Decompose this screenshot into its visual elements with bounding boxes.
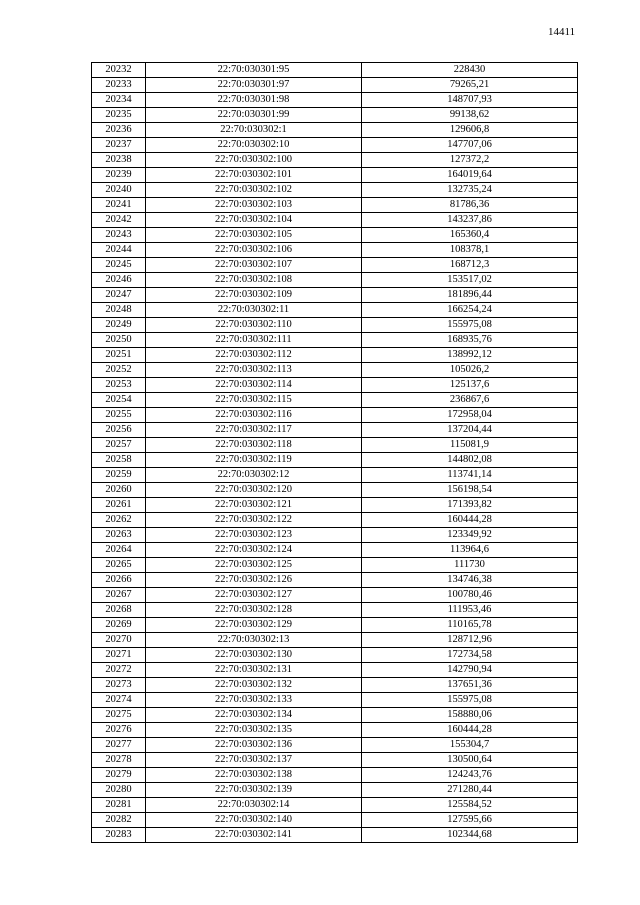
table-row xyxy=(92,693,578,708)
row-number-cell: 20236 xyxy=(92,123,146,138)
cadastral-number-cell: 22:70:030302:101 xyxy=(146,168,362,183)
value-cell: 160444,28 xyxy=(362,513,578,528)
cadastral-number-cell: 22:70:030302:111 xyxy=(146,333,362,348)
table-row xyxy=(92,243,578,258)
row-number-cell: 20277 xyxy=(92,738,146,753)
row-number-cell: 20269 xyxy=(92,618,146,633)
value-cell: 164019,64 xyxy=(362,168,578,183)
table-body xyxy=(92,63,578,843)
row-number-cell: 20249 xyxy=(92,318,146,333)
value-cell: 125584,52 xyxy=(362,798,578,813)
row-number-cell: 20281 xyxy=(92,798,146,813)
table-row xyxy=(92,348,578,363)
cadastral-number-cell: 22:70:030302:117 xyxy=(146,423,362,438)
cadastral-number-cell: 22:70:030302:1 xyxy=(146,123,362,138)
cadastral-number-cell: 22:70:030301:98 xyxy=(146,93,362,108)
value-cell: 236867,6 xyxy=(362,393,578,408)
cadastral-number-cell: 22:70:030302:128 xyxy=(146,603,362,618)
row-number-cell: 20233 xyxy=(92,78,146,93)
table-row xyxy=(92,78,578,93)
value-cell: 129606,8 xyxy=(362,123,578,138)
value-cell: 132735,24 xyxy=(362,183,578,198)
cadastral-number-cell: 22:70:030302:100 xyxy=(146,153,362,168)
value-cell: 158880,06 xyxy=(362,708,578,723)
cadastral-table xyxy=(91,62,578,843)
table-row xyxy=(92,303,578,318)
value-cell: 147707,06 xyxy=(362,138,578,153)
cadastral-number-cell: 22:70:030302:14 xyxy=(146,798,362,813)
value-cell: 228430 xyxy=(362,63,578,78)
row-number-cell: 20270 xyxy=(92,633,146,648)
table-row xyxy=(92,213,578,228)
row-number-cell: 20271 xyxy=(92,648,146,663)
row-number-cell: 20265 xyxy=(92,558,146,573)
table-row xyxy=(92,258,578,273)
cadastral-number-cell: 22:70:030302:118 xyxy=(146,438,362,453)
value-cell: 155975,08 xyxy=(362,318,578,333)
cadastral-number-cell: 22:70:030302:13 xyxy=(146,633,362,648)
value-cell: 143237,86 xyxy=(362,213,578,228)
value-cell: 100780,46 xyxy=(362,588,578,603)
value-cell: 181896,44 xyxy=(362,288,578,303)
table-row xyxy=(92,468,578,483)
row-number-cell: 20274 xyxy=(92,693,146,708)
value-cell: 148707,93 xyxy=(362,93,578,108)
table-row xyxy=(92,423,578,438)
value-cell: 79265,21 xyxy=(362,78,578,93)
table-row xyxy=(92,648,578,663)
table-row xyxy=(92,588,578,603)
value-cell: 155975,08 xyxy=(362,693,578,708)
row-number-cell: 20257 xyxy=(92,438,146,453)
table-row xyxy=(92,723,578,738)
table-row xyxy=(92,273,578,288)
row-number-cell: 20261 xyxy=(92,498,146,513)
row-number-cell: 20256 xyxy=(92,423,146,438)
table-row xyxy=(92,393,578,408)
cadastral-number-cell: 22:70:030302:121 xyxy=(146,498,362,513)
table-row xyxy=(92,483,578,498)
row-number-cell: 20247 xyxy=(92,288,146,303)
row-number-cell: 20258 xyxy=(92,453,146,468)
cadastral-number-cell: 22:70:030302:106 xyxy=(146,243,362,258)
cadastral-number-cell: 22:70:030302:141 xyxy=(146,828,362,843)
table-row xyxy=(92,183,578,198)
table-row xyxy=(92,288,578,303)
table-row xyxy=(92,363,578,378)
table-row xyxy=(92,513,578,528)
row-number-cell: 20276 xyxy=(92,723,146,738)
table-row xyxy=(92,408,578,423)
row-number-cell: 20255 xyxy=(92,408,146,423)
row-number-cell: 20237 xyxy=(92,138,146,153)
value-cell: 108378,1 xyxy=(362,243,578,258)
row-number-cell: 20241 xyxy=(92,198,146,213)
cadastral-number-cell: 22:70:030302:120 xyxy=(146,483,362,498)
table-row xyxy=(92,828,578,843)
value-cell: 160444,28 xyxy=(362,723,578,738)
value-cell: 138992,12 xyxy=(362,348,578,363)
cadastral-number-cell: 22:70:030301:99 xyxy=(146,108,362,123)
cadastral-number-cell: 22:70:030302:103 xyxy=(146,198,362,213)
row-number-cell: 20251 xyxy=(92,348,146,363)
value-cell: 105026,2 xyxy=(362,363,578,378)
cadastral-number-cell: 22:70:030302:122 xyxy=(146,513,362,528)
row-number-cell: 20243 xyxy=(92,228,146,243)
row-number-cell: 20260 xyxy=(92,483,146,498)
value-cell: 142790,94 xyxy=(362,663,578,678)
cadastral-number-cell: 22:70:030302:112 xyxy=(146,348,362,363)
table-row xyxy=(92,543,578,558)
value-cell: 168712,3 xyxy=(362,258,578,273)
table-row xyxy=(92,603,578,618)
table-row xyxy=(92,108,578,123)
cadastral-number-cell: 22:70:030302:114 xyxy=(146,378,362,393)
table-row xyxy=(92,318,578,333)
row-number-cell: 20278 xyxy=(92,753,146,768)
table-row xyxy=(92,738,578,753)
value-cell: 155304,7 xyxy=(362,738,578,753)
cadastral-number-cell: 22:70:030302:135 xyxy=(146,723,362,738)
cadastral-number-cell: 22:70:030302:129 xyxy=(146,618,362,633)
value-cell: 156198,54 xyxy=(362,483,578,498)
row-number-cell: 20280 xyxy=(92,783,146,798)
cadastral-number-cell: 22:70:030302:107 xyxy=(146,258,362,273)
row-number-cell: 20239 xyxy=(92,168,146,183)
table-row xyxy=(92,378,578,393)
table-row xyxy=(92,633,578,648)
table-row xyxy=(92,333,578,348)
value-cell: 172734,58 xyxy=(362,648,578,663)
cadastral-number-cell: 22:70:030302:126 xyxy=(146,573,362,588)
value-cell: 171393,82 xyxy=(362,498,578,513)
value-cell: 99138,62 xyxy=(362,108,578,123)
value-cell: 165360,4 xyxy=(362,228,578,243)
row-number-cell: 20235 xyxy=(92,108,146,123)
row-number-cell: 20275 xyxy=(92,708,146,723)
table-row xyxy=(92,813,578,828)
cadastral-number-cell: 22:70:030302:127 xyxy=(146,588,362,603)
cadastral-number-cell: 22:70:030302:132 xyxy=(146,678,362,693)
table-row xyxy=(92,498,578,513)
table-row xyxy=(92,753,578,768)
cadastral-number-cell: 22:70:030301:95 xyxy=(146,63,362,78)
cadastral-number-cell: 22:70:030302:124 xyxy=(146,543,362,558)
table-row xyxy=(92,138,578,153)
cadastral-number-cell: 22:70:030302:11 xyxy=(146,303,362,318)
row-number-cell: 20232 xyxy=(92,63,146,78)
cadastral-number-cell: 22:70:030302:110 xyxy=(146,318,362,333)
table-row xyxy=(92,168,578,183)
value-cell: 144802,08 xyxy=(362,453,578,468)
table-row xyxy=(92,573,578,588)
value-cell: 134746,38 xyxy=(362,573,578,588)
row-number-cell: 20262 xyxy=(92,513,146,528)
cadastral-number-cell: 22:70:030302:113 xyxy=(146,363,362,378)
value-cell: 137204,44 xyxy=(362,423,578,438)
cadastral-number-cell: 22:70:030302:125 xyxy=(146,558,362,573)
row-number-cell: 20267 xyxy=(92,588,146,603)
row-number-cell: 20245 xyxy=(92,258,146,273)
value-cell: 113964,6 xyxy=(362,543,578,558)
table-row xyxy=(92,708,578,723)
row-number-cell: 20273 xyxy=(92,678,146,693)
cadastral-number-cell: 22:70:030302:139 xyxy=(146,783,362,798)
row-number-cell: 20272 xyxy=(92,663,146,678)
table-row xyxy=(92,663,578,678)
row-number-cell: 20238 xyxy=(92,153,146,168)
cadastral-number-cell: 22:70:030302:134 xyxy=(146,708,362,723)
value-cell: 271280,44 xyxy=(362,783,578,798)
row-number-cell: 20268 xyxy=(92,603,146,618)
table-row xyxy=(92,678,578,693)
cadastral-number-cell: 22:70:030302:123 xyxy=(146,528,362,543)
value-cell: 111730 xyxy=(362,558,578,573)
cadastral-number-cell: 22:70:030302:119 xyxy=(146,453,362,468)
table-row xyxy=(92,798,578,813)
row-number-cell: 20264 xyxy=(92,543,146,558)
table-row xyxy=(92,618,578,633)
value-cell: 168935,76 xyxy=(362,333,578,348)
row-number-cell: 20263 xyxy=(92,528,146,543)
value-cell: 172958,04 xyxy=(362,408,578,423)
table-row xyxy=(92,63,578,78)
value-cell: 127372,2 xyxy=(362,153,578,168)
table-row xyxy=(92,528,578,543)
value-cell: 130500,64 xyxy=(362,753,578,768)
row-number-cell: 20282 xyxy=(92,813,146,828)
cadastral-number-cell: 22:70:030302:140 xyxy=(146,813,362,828)
cadastral-number-cell: 22:70:030302:138 xyxy=(146,768,362,783)
row-number-cell: 20253 xyxy=(92,378,146,393)
row-number-cell: 20259 xyxy=(92,468,146,483)
table-row xyxy=(92,153,578,168)
table-row xyxy=(92,93,578,108)
cadastral-number-cell: 22:70:030302:108 xyxy=(146,273,362,288)
row-number-cell: 20234 xyxy=(92,93,146,108)
table-row xyxy=(92,123,578,138)
cadastral-number-cell: 22:70:030302:133 xyxy=(146,693,362,708)
row-number-cell: 20266 xyxy=(92,573,146,588)
row-number-cell: 20240 xyxy=(92,183,146,198)
cadastral-number-cell: 22:70:030302:104 xyxy=(146,213,362,228)
value-cell: 166254,24 xyxy=(362,303,578,318)
value-cell: 110165,78 xyxy=(362,618,578,633)
table-row xyxy=(92,438,578,453)
row-number-cell: 20283 xyxy=(92,828,146,843)
row-number-cell: 20254 xyxy=(92,393,146,408)
value-cell: 137651,36 xyxy=(362,678,578,693)
cadastral-number-cell: 22:70:030302:12 xyxy=(146,468,362,483)
table-row xyxy=(92,783,578,798)
cadastral-number-cell: 22:70:030302:115 xyxy=(146,393,362,408)
table-row xyxy=(92,228,578,243)
value-cell: 115081,9 xyxy=(362,438,578,453)
cadastral-number-cell: 22:70:030302:131 xyxy=(146,663,362,678)
value-cell: 124243,76 xyxy=(362,768,578,783)
page-number: 14411 xyxy=(548,26,576,38)
cadastral-number-cell: 22:70:030302:109 xyxy=(146,288,362,303)
row-number-cell: 20252 xyxy=(92,363,146,378)
cadastral-number-cell: 22:70:030302:10 xyxy=(146,138,362,153)
value-cell: 128712,96 xyxy=(362,633,578,648)
row-number-cell: 20246 xyxy=(92,273,146,288)
value-cell: 125137,6 xyxy=(362,378,578,393)
table-row xyxy=(92,768,578,783)
row-number-cell: 20244 xyxy=(92,243,146,258)
cadastral-number-cell: 22:70:030302:136 xyxy=(146,738,362,753)
cadastral-number-cell: 22:70:030302:105 xyxy=(146,228,362,243)
row-number-cell: 20242 xyxy=(92,213,146,228)
value-cell: 102344,68 xyxy=(362,828,578,843)
row-number-cell: 20279 xyxy=(92,768,146,783)
row-number-cell: 20250 xyxy=(92,333,146,348)
value-cell: 113741,14 xyxy=(362,468,578,483)
table-row xyxy=(92,453,578,468)
row-number-cell: 20248 xyxy=(92,303,146,318)
value-cell: 111953,46 xyxy=(362,603,578,618)
cadastral-number-cell: 22:70:030302:137 xyxy=(146,753,362,768)
value-cell: 123349,92 xyxy=(362,528,578,543)
cadastral-number-cell: 22:70:030302:116 xyxy=(146,408,362,423)
cadastral-number-cell: 22:70:030301:97 xyxy=(146,78,362,93)
value-cell: 127595,66 xyxy=(362,813,578,828)
table-row xyxy=(92,198,578,213)
value-cell: 81786,36 xyxy=(362,198,578,213)
cadastral-number-cell: 22:70:030302:130 xyxy=(146,648,362,663)
table-row xyxy=(92,558,578,573)
cadastral-number-cell: 22:70:030302:102 xyxy=(146,183,362,198)
value-cell: 153517,02 xyxy=(362,273,578,288)
